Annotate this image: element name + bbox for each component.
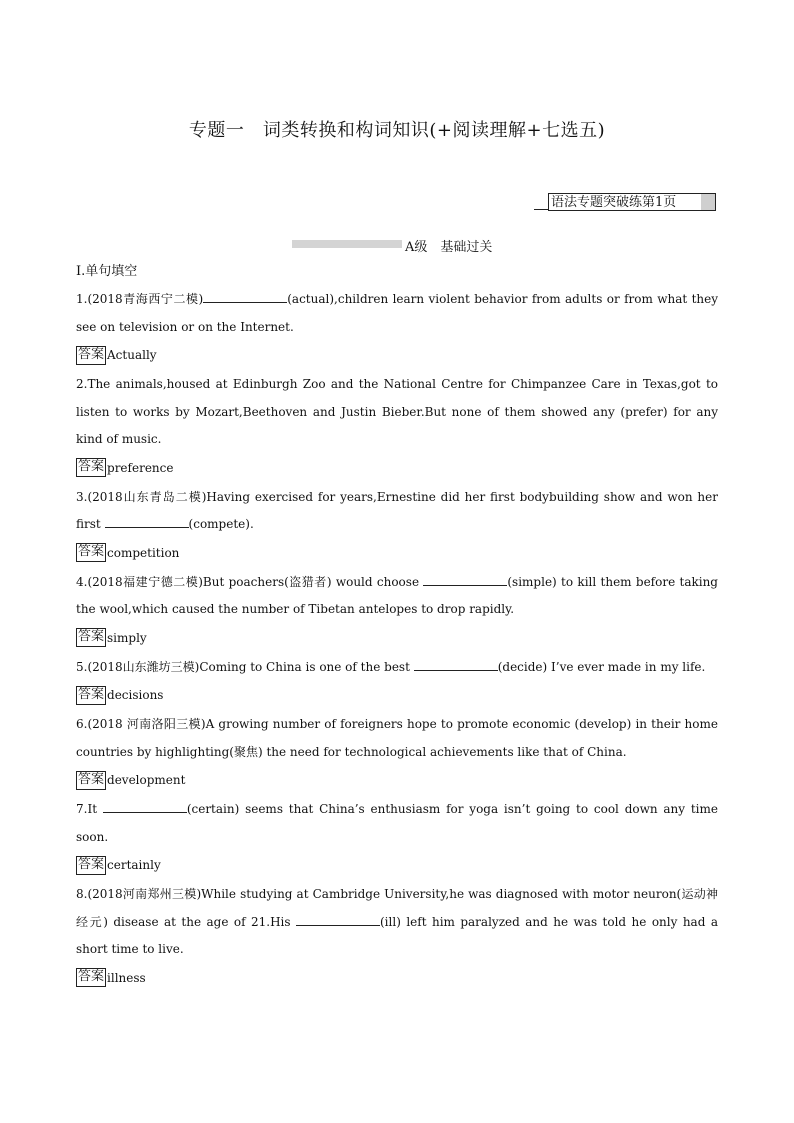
answer-row xyxy=(76,766,718,794)
answer-label: 答案 xyxy=(76,458,106,477)
answer-label: 答案 xyxy=(76,686,106,705)
answer-row xyxy=(76,539,718,567)
part-heading: Ⅰ.单句填空 xyxy=(76,264,138,279)
level-bar xyxy=(292,240,402,248)
answer-blank xyxy=(296,913,380,926)
tag-underline xyxy=(534,209,548,210)
answer-value: Actually xyxy=(107,348,157,362)
answer-blank xyxy=(423,573,507,586)
question-item xyxy=(76,881,718,992)
question-text-before: 8.(2018河南郑州三模)While studying at Cambridge University,he was diagnosed with motor neuron(运动神经元) disease at the age of 21.His xyxy=(76,887,718,929)
question-text-before: 3.(2018山东青岛二模)Having exercised for years,Ernestine did her first bodybuilding show and won her first xyxy=(76,489,718,531)
answer-label: 答案 xyxy=(76,968,106,987)
question-text xyxy=(76,371,718,454)
question-text-before: 5.(2018山东潍坊三模)Coming to China is one of the best xyxy=(76,659,414,674)
question-text-before: 7.It xyxy=(76,802,103,816)
answer-value: certainly xyxy=(107,858,161,872)
question-item xyxy=(76,484,718,567)
question-list xyxy=(76,262,718,992)
answer-label: 答案 xyxy=(76,771,106,790)
section-tag xyxy=(548,193,716,211)
section-tag-label: 语法专题突破练第1页 xyxy=(551,195,677,210)
answer-row xyxy=(76,851,718,879)
question-item xyxy=(76,654,718,710)
answer-row xyxy=(76,964,718,992)
question-text-after: (compete). xyxy=(188,517,254,531)
question-text xyxy=(76,286,718,341)
question-text xyxy=(76,484,718,539)
question-text xyxy=(76,711,718,766)
answer-label: 答案 xyxy=(76,856,106,875)
page-title: 专题一 词类转换和构词知识(+阅读理解+七选五) xyxy=(188,120,606,141)
question-item xyxy=(76,796,718,879)
question-text-after: (ill) left him paralyzed and he was told he only had a short time to live. xyxy=(76,914,718,956)
question-text xyxy=(76,796,718,851)
question-text-before: 6.(2018 河南洛阳三模)A growing number of foreigners hope to promote economic (develop) in their home countries by highlighting(聚焦) the need for technological achievements like that of China. xyxy=(76,717,718,759)
question-item xyxy=(76,711,718,794)
answer-value: development xyxy=(107,773,186,787)
answer-label: 答案 xyxy=(76,346,106,365)
question-text-after: (decide) I’ve ever made in my life. xyxy=(497,659,706,674)
question-item xyxy=(76,569,718,652)
answer-row xyxy=(76,624,718,652)
section-tag-shade xyxy=(701,194,715,210)
answer-blank xyxy=(105,515,189,528)
answer-blank xyxy=(414,658,498,671)
answer-blank xyxy=(203,290,287,303)
question-text-before: 1.(2018青海西宁二模) xyxy=(76,292,204,306)
answer-value: decisions xyxy=(107,688,164,702)
question-text-after: (simple) to kill them before taking the wool,which caused the number of Tibetan antelopes to drop rapidly. xyxy=(76,574,718,616)
question-item xyxy=(76,286,718,369)
level-heading: A级 基础过关 xyxy=(405,240,493,255)
question-text-before: 4.(2018福建宁德二模)But poachers(盗猎者) would choose xyxy=(76,574,424,589)
question-text-before: 2.The animals,housed at Edinburgh Zoo and the National Centre for Chimpanzee Care in Texas,got to listen to works by Mozart,Beethoven and Justin Bieber.But none of them showed any (prefer) for any kind of music. xyxy=(76,377,718,446)
answer-row xyxy=(76,681,718,709)
answer-blank xyxy=(103,800,187,813)
answer-label: 答案 xyxy=(76,543,106,562)
answer-value: illness xyxy=(107,970,146,985)
question-text-after: (actual),children learn violent behavior from adults or from what they see on television or on the Internet. xyxy=(76,292,718,334)
question-text xyxy=(76,881,718,964)
answer-row xyxy=(76,454,718,482)
answer-label: 答案 xyxy=(76,628,106,647)
answer-value: preference xyxy=(107,460,174,475)
answer-row xyxy=(76,341,718,369)
answer-value: competition xyxy=(107,545,180,560)
question-text xyxy=(76,654,718,682)
question-text xyxy=(76,569,718,624)
question-text-after: (certain) seems that China’s enthusiasm for yoga isn’t going to cool down any time soon. xyxy=(76,802,718,844)
question-item xyxy=(76,371,718,482)
answer-value: simply xyxy=(107,630,147,645)
